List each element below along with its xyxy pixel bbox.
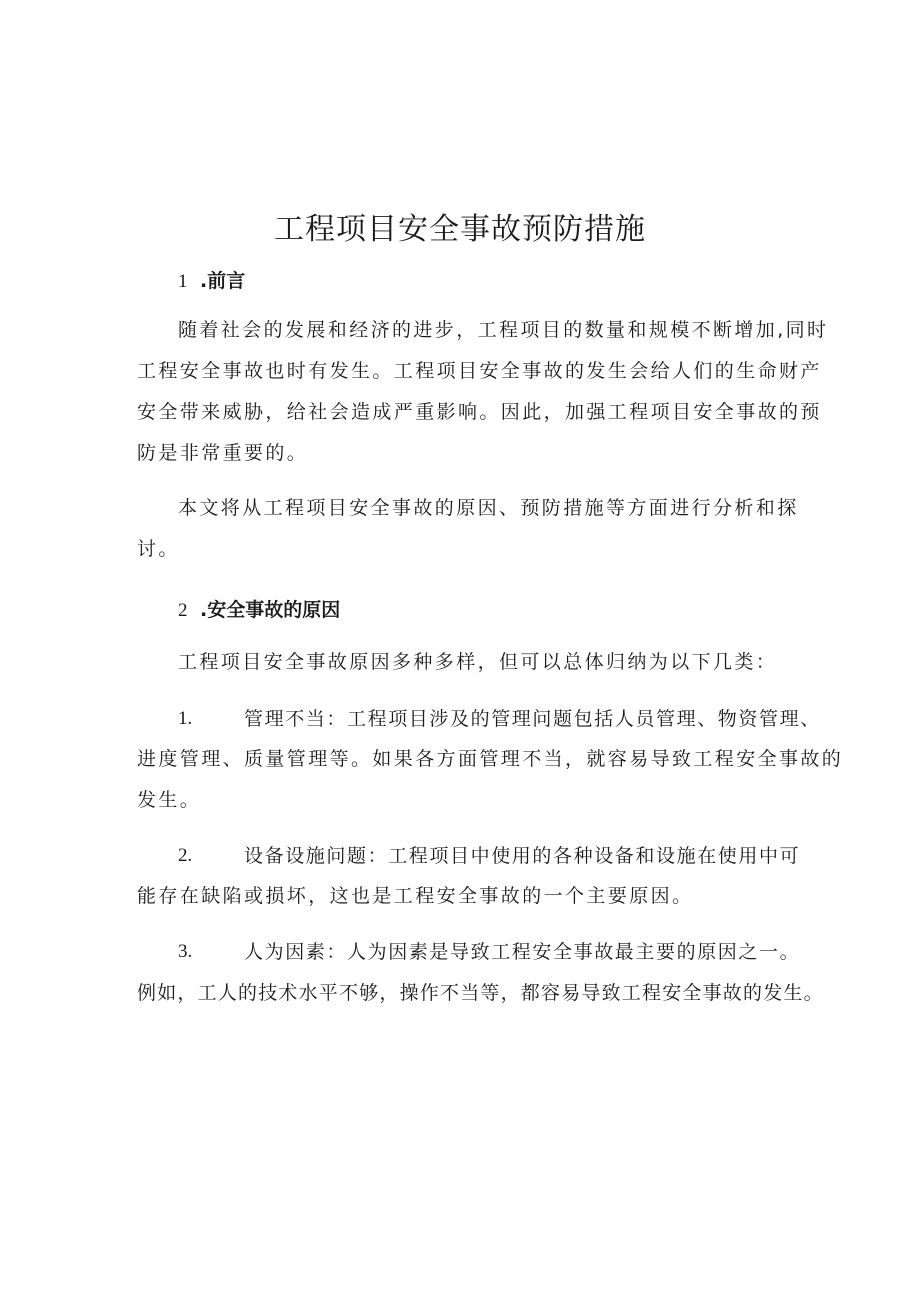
section-number: 2 bbox=[178, 600, 188, 621]
section-heading-2 bbox=[178, 596, 340, 625]
document-title: 工程项目安全事故预防措施 bbox=[274, 212, 646, 247]
list-item-text: 管理不当：工程项目涉及的管理问题包括人员管理、物资管理、 bbox=[244, 708, 821, 730]
list-item-text: 能存在缺陷或损坏，这也是工程安全事故的一个主要原因。 bbox=[137, 885, 694, 907]
list-item-text: 进度管理、质量管理等。如果各方面管理不当，就容易导致工程安全事故的 bbox=[137, 748, 844, 770]
paragraph-line: 本文将从工程项目安全事故的原因、预防措施等方面进行分析和探 bbox=[178, 497, 799, 519]
section-heading-1 bbox=[178, 267, 245, 296]
section-title: .前言 bbox=[200, 270, 246, 292]
list-item-text: 人为因素：人为因素是导致工程安全事故最主要的原因之一。 bbox=[244, 941, 801, 963]
list-item-text: 发生。 bbox=[137, 789, 202, 811]
section-number: 1 bbox=[178, 271, 188, 292]
section-title: .安全事故的原因 bbox=[200, 599, 341, 621]
list-item-text: 设备设施问题：工程项目中使用的各种设备和设施在使用中可 bbox=[244, 845, 801, 867]
list-item-number: 2. bbox=[178, 845, 193, 866]
paragraph-line: 工程项目安全事故原因多种多样，但可以总体归纳为以下几类： bbox=[178, 651, 778, 673]
list-item-text: 例如，工人的技术水平不够，操作不当等，都容易导致工程安全事故的发生。 bbox=[137, 982, 824, 1004]
paragraph-line: 工程安全事故也时有发生。工程项目安全事故的发生会给人们的生命财产 bbox=[137, 360, 822, 382]
paragraph-line: 安全带来威胁，给社会造成严重影响。因此，加强工程项目安全事故的预 bbox=[137, 401, 822, 423]
list-item-number: 1. bbox=[178, 708, 193, 729]
list-item-number: 3. bbox=[178, 941, 193, 962]
paragraph-line: 随着社会的发展和经济的进步，工程项目的数量和规模不断增加,同时 bbox=[178, 319, 829, 341]
paragraph-line: 防是非常重要的。 bbox=[137, 442, 309, 464]
paragraph-line: 讨。 bbox=[137, 538, 180, 560]
